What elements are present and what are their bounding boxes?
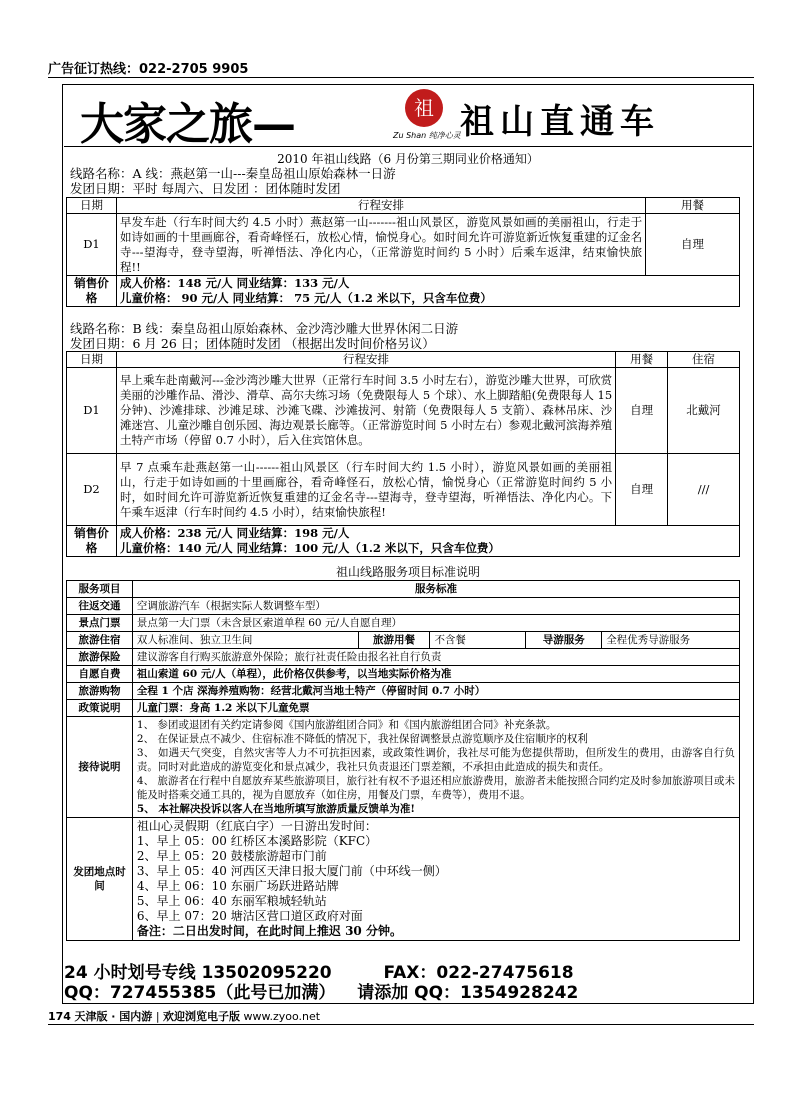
- footer-separator: |: [155, 1010, 160, 1023]
- route-b-day-row: [67, 454, 740, 526]
- departure-item: 5、早上 06：40 东丽军粮城轻轨站: [136, 894, 327, 908]
- service-label: 旅游购物: [67, 683, 133, 700]
- departure-item: 6、早上 07：20 塘沽区营口道区政府对面: [136, 909, 363, 923]
- departure-item: 祖山心灵假期（红底白字）一日游出发时间：: [136, 819, 377, 833]
- service-value: 不含餐: [430, 632, 526, 649]
- meal-value: 自理: [616, 368, 668, 454]
- adult-price: 成人价格：238 元/人 同业结算：198 元/人: [119, 526, 350, 540]
- service-row: [67, 666, 740, 683]
- route-a-name: 线路名称：A 线：燕赵第一山---秦皇岛祖山原始森林一日游: [70, 166, 396, 181]
- banner-divider: [64, 146, 752, 147]
- meal-value: 自理: [616, 454, 668, 526]
- seal-logo: 祖: [405, 89, 443, 127]
- seal-caption: Zu Shan 纯净心灵: [393, 131, 461, 140]
- adult-price: 成人价格：148 元/人 同业结算：133 元/人: [119, 276, 350, 290]
- service-value: 祖山索道 60 元/人（单程），此价格仅供参考，以当地实际价格为准: [132, 666, 739, 683]
- footer-contact-line2: [64, 978, 578, 1003]
- price-block: [116, 276, 739, 307]
- departure-schedule: [132, 818, 739, 941]
- service-label: 旅游保险: [67, 649, 133, 666]
- departure-item: 1、早上 05：00 红桥区本溪路影院（KFC）: [136, 834, 378, 848]
- stay-value: ///: [668, 454, 740, 526]
- route-a-info: [70, 166, 396, 196]
- service-label: 接待说明: [67, 717, 133, 818]
- col-schedule: 行程安排: [116, 352, 615, 368]
- service-row: [67, 598, 740, 615]
- departure-item: 备注：二日出发时间，在此时间上推迟 30 分钟。: [136, 924, 402, 938]
- route-a-price-row: [67, 276, 740, 307]
- service-row: [67, 649, 740, 666]
- route-a-table: [66, 197, 740, 307]
- stay-value: 北戴河: [668, 368, 740, 454]
- route-b-name: 线路名称：B 线：秦皇岛祖山原始森林、金沙湾沙雕大世界休闲二日游: [70, 321, 459, 336]
- service-label: 发团地点时间: [67, 818, 133, 941]
- fax-number: FAX：022-27475618: [383, 963, 574, 983]
- route-a-day-row: [67, 214, 740, 276]
- route-b-dates: 发团日期：6 月 26 日；团体随时发团 （根据出发时间价格另议）: [70, 336, 435, 351]
- service-label: 导游服务: [526, 632, 602, 649]
- route-b-info: [70, 321, 458, 351]
- child-price: 儿童价格：140 元/人 同业结算：100 元/人（1.2 米以下，只含车位费）: [119, 541, 500, 555]
- itinerary-text: 早 7 点乘车赴燕赵第一山------祖山风景区（行车时间大约 1.5 小时），游览风景如画的美丽祖山，行走于如诗如画的十里画廊谷，看奇峰怪石，放松心情，愉悦身心（正常游览时间约 5 小时，如时间允许可游览新近恢复重建的辽金名寺---望海寺，登寺望海，听禅悟法、净化内心。下午乘车返津（行车时间约 4.5 小时），结束愉快旅程!: [116, 454, 615, 526]
- reception-item: 2、 在保证景点不减少、住宿标准不降低的情况下，我社保留调整景点游览顺序及住宿顺序的权利: [136, 733, 588, 745]
- service-col-standard: 服务标准: [132, 581, 739, 598]
- service-table: [66, 580, 740, 941]
- service-label: 自愿自费: [67, 666, 133, 683]
- reception-item: 4、 旅游者在行程中自愿放弃某些旅游项目，旅行社有权不予退还相应旅游费用，旅游者未能按照合同约定及时参加旅游项目或未能及时搭乘交通工具的，视为自愿放弃（如住房，用餐及门票，车费等），费用不退。: [136, 775, 735, 801]
- service-header: [67, 581, 740, 598]
- service-row: [67, 700, 740, 717]
- service-value: 双人标准间、独立卫生间: [132, 632, 358, 649]
- price-block: [116, 526, 739, 557]
- edition-label: 天津版 · 国内游: [74, 1010, 153, 1023]
- service-row: [67, 683, 740, 700]
- service-label: 政策说明: [67, 700, 133, 717]
- service-value: 全程 1 个店 深海养殖购物：经营北戴河当地土特产（停留时间 0.7 小时）: [132, 683, 739, 700]
- footer-slogan: 欢迎浏览电子版: [163, 1010, 241, 1023]
- top-divider: [48, 77, 754, 78]
- ad-hotline: 广告征订热线：022-2705 9905: [48, 62, 249, 77]
- itinerary-text: 早发车赴（行车时间大约 4.5 小时）燕赵第一山-------祖山风景区，游览风景如画的美丽祖山，行走于如诗如画的十里画廊谷，看奇峰怪石，放松心情，愉悦身心。如时间允许可游览新近恢复重建的辽金名寺---望海寺，登寺望海，听禅悟法、净化内心，（正常游览时间约 5 小时）后乘车返津，结束愉快旅程!!: [116, 214, 645, 276]
- route-b-table: [66, 351, 740, 557]
- route-a-dates: 发团日期：平时 每周六、日发团 ：团体随时发团: [70, 181, 341, 196]
- service-label: 景点门票: [67, 615, 133, 632]
- qq-new: 请添加 QQ：1354928242: [357, 983, 579, 1003]
- day-label: D1: [67, 214, 117, 276]
- day-label: D1: [67, 368, 117, 454]
- service-value: 景点第一大门票（未含景区索道单程 60 元/人自愿自理）: [132, 615, 739, 632]
- col-meal: 用餐: [616, 352, 668, 368]
- qq-full: QQ：727455385（此号已加满）: [64, 983, 336, 1003]
- service-label: 往返交通: [67, 598, 133, 615]
- bottom-divider: [48, 1024, 754, 1025]
- departure-item: 3、早上 05：40 河西区天津日报大厦门前（中环线一侧）: [136, 864, 447, 878]
- service-row: [67, 717, 740, 818]
- sales-label: 销售价格: [67, 526, 117, 557]
- service-row: [67, 632, 740, 649]
- service-value: 儿童门票：身高 1.2 米以下儿童免票: [132, 700, 739, 717]
- route-a-header: [67, 198, 740, 214]
- notice-title: 2010 年祖山线路（6 月份第三期同业价格通知）: [277, 152, 539, 166]
- service-value: 全程优秀导游服务: [602, 632, 740, 649]
- reception-item: 3、 如遇天气突变，自然灾害等人力不可抗拒因素，或政策性调价，我社尽可能为您提供帮助，但所发生的费用，由游客自行负责。同时对此造成的游览变化和景点减少，我社只负责退还门票差额，不承担由此造成的损失和责任。: [136, 747, 735, 773]
- col-stay: 住宿: [668, 352, 740, 368]
- service-row: [67, 615, 740, 632]
- meal-value: 自理: [646, 214, 740, 276]
- departure-item: 2、早上 05：20 鼓楼旅游超市门前: [136, 849, 327, 863]
- reception-item: 1、 参团或退团有关约定请参阅《国内旅游组团合同》和《国内旅游组团合同》补充条款。: [136, 719, 557, 731]
- brand-title: 大家之旅—: [80, 99, 295, 150]
- page-number: 174: [48, 1010, 71, 1023]
- col-meal: 用餐: [646, 198, 740, 214]
- route-b-day-row: [67, 368, 740, 454]
- booking-hotline: 24 小时划号专线 13502095220: [64, 963, 332, 983]
- route-title: 祖山直通车: [460, 102, 660, 142]
- itinerary-text: 早上乘车赴南戴河---金沙湾沙雕大世界（正常行车时间 3.5 小时左右），游览沙雕大世界，可欣赏美丽的沙雕作品、滑沙、滑草、高尔夫练习场（免费限每人 5 个球）、水上脚踏船(免费限每人 15 分钟)、沙滩排球、沙滩足球、沙滩飞碟、沙滩拔河、射箭（免费限每人 5 支箭）、森林吊床、沙滩迷宫、儿童沙雕自创乐园、海边观景长廊等。（正常游览时间 5 小时左右）参观北戴河滨海养殖土特产市场（停留 0.7 小时），后入住宾馆休息。: [116, 368, 615, 454]
- service-label: 旅游用餐: [358, 632, 430, 649]
- col-date: 日期: [67, 352, 117, 368]
- service-label: 旅游住宿: [67, 632, 133, 649]
- service-row: [67, 818, 740, 941]
- child-price: 儿童价格： 90 元/人 同业结算： 75 元/人（1.2 米以下，只含车位费）: [119, 291, 492, 305]
- reception-notes: [132, 717, 739, 818]
- service-value: 空调旅游汽车（根据实际人数调整车型）: [132, 598, 739, 615]
- reception-item: 5、 本社解决投诉以客人在当地所填写旅游质量反馈单为准!: [136, 803, 415, 815]
- route-b-price-row: [67, 526, 740, 557]
- col-date: 日期: [67, 198, 117, 214]
- day-label: D2: [67, 454, 117, 526]
- service-col-item: 服务项目: [67, 581, 133, 598]
- sales-label: 销售价格: [67, 276, 117, 307]
- footer-url[interactable]: www.zyoo.net: [243, 1010, 321, 1023]
- route-b-header: [67, 352, 740, 368]
- service-title: 祖山线路服务项目标准说明: [335, 565, 480, 579]
- service-value: 建议游客自行购买旅游意外保险；旅行社责任险由报名社自行负责: [132, 649, 739, 666]
- departure-item: 4、早上 06：10 东丽广场跃进路站牌: [136, 879, 339, 893]
- page-footer: [48, 1008, 320, 1024]
- col-schedule: 行程安排: [116, 198, 645, 214]
